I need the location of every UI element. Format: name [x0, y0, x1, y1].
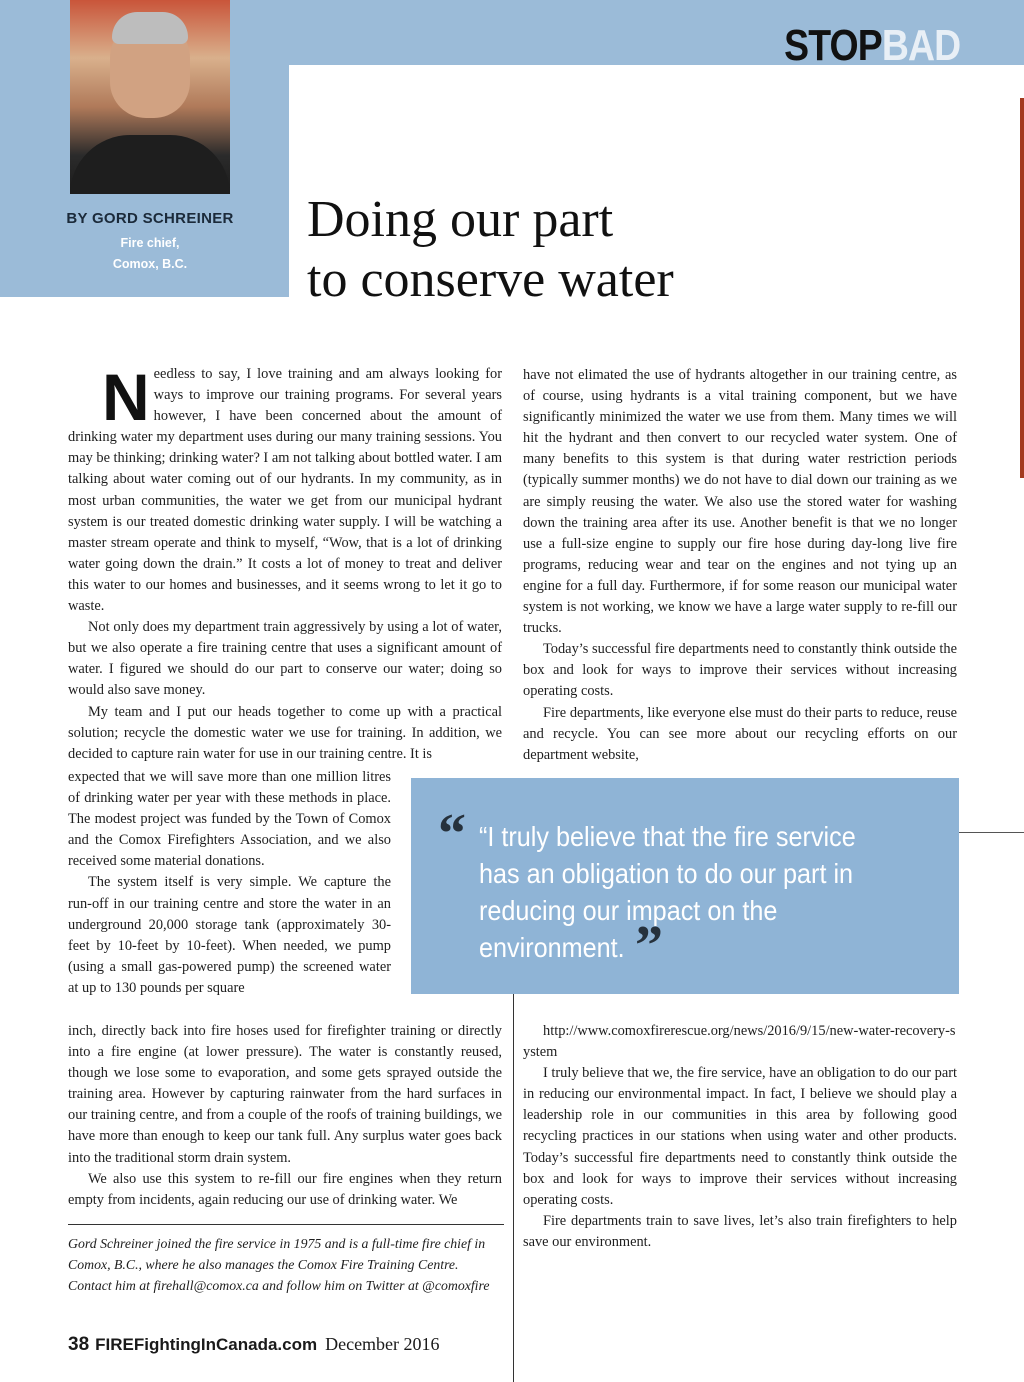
- page-number: 38: [68, 1334, 90, 1355]
- brand-bad: BAD: [881, 21, 960, 70]
- column-2-upper: [523, 365, 957, 766]
- site-name: FIREFightingInCanada.com: [95, 1335, 318, 1354]
- pull-quote: [411, 778, 959, 994]
- paragraph: Fire departments, like everyone else must do their parts to reduce, reuse and recycle. You can see more about our recycling efforts on our department website,: [523, 704, 957, 763]
- paragraph: Fire departments train to save lives, let’s also train firefighters to help save our environment.: [523, 1212, 957, 1250]
- column-1-upper: [68, 344, 502, 765]
- column-1-narrow: [68, 767, 391, 999]
- paragraph: Not only does my department train aggressively by using a lot of water, but we also operate a fire training centre that uses a significant amount of water. I figured we should do our part to conserve our water; doing so would also save money.: [68, 619, 502, 699]
- paragraph: expected that we will save more than one million litres of drinking water per year with these methods in place. The modest project was funded by the Town of Comox and the Comox Firefighters Association, and we also received some material donations.: [68, 769, 391, 870]
- page-footer: [68, 1334, 440, 1356]
- author-photo: [70, 0, 230, 194]
- author-role-line1: Fire chief,: [120, 236, 180, 250]
- title-line1: Doing our part: [307, 191, 614, 248]
- paragraph: We also use this system to re-fill our fire engines when they return empty from incidents, again reducing our use of drinking water. We: [68, 1170, 502, 1208]
- paragraph: I truly believe that we, the fire service, have an obligation to do our part in reducing our environmental impact. In fact, I believe we should play a leadership role in our communities in this area by following good recycling practices in our stations when using water and other products. Today’s successful fire departments need to constantly think outside the box and look for ways to improve their services without increasing operating costs.: [523, 1065, 957, 1208]
- paragraph: My team and I put our heads together to come up with a practical solution; recycle the domestic water we use for training. In addition, we decided to capture rain water for use in our training centre. It is: [68, 703, 502, 762]
- close-quote-icon: ”: [635, 915, 663, 977]
- paragraph: Today’s successful fire departments need to constantly think outside the box and look for ways to improve their services without increasing operating costs.: [523, 641, 957, 700]
- column-divider: [513, 994, 514, 1382]
- column-2-lower: [523, 1021, 957, 1253]
- pull-quote-text: “I truly believe that the fire service has an obligation to do our part in reducing our impact on the environment.: [479, 821, 856, 963]
- author-bio: Gord Schreiner joined the fire service in 1975 and is a full-time fire chief in Comox, B.C., where he also manages the Comox Fire Training Centre. Contact him at firehall@comox.ca and follow him on Twitter at @comoxfire: [68, 1236, 490, 1293]
- open-quote-icon: “: [438, 803, 466, 865]
- paragraph-rest: for ways to improve our training programs. For several years however, I have been concerned about the amount of drinking water my department uses during our many training sessions. You may be thinking; drinking water? I am not talking about bottled water. I am talking about water coming out of our hydrants. In my community, as in most urban communities, the water we get from our municipal hydrant system is our treated domestic drinking water supply. I will be watching a master stream operate and think to myself, “Wow, that is a lot of drinking water going down the drain.” It costs a lot of money to treat and deliver this water to our homes and businesses, and it seems wrong to let it go to waste.: [68, 366, 503, 615]
- website-url[interactable]: http://www.comoxfirerescue.org/news/2016/9/15/new-water-recovery-system: [523, 1023, 956, 1061]
- paragraph: inch, directly back into fire hoses used for firefighter training or directly into a fire engine (at lower pressure). The water is constantly reused, though we lose some to evaporation, and some gets sprayed outside the training area. However by capturing rainwater from the hard surfaces in our training centre, and from a couple of the roofs of training buildings, we have more than enough to keep our tank full. Any surplus water goes back into the traditional storm drain system.: [68, 1023, 502, 1166]
- article-title: [307, 190, 1007, 310]
- author-name: BY GORD SCHREINER: [66, 210, 234, 227]
- author-role-line2: Comox, B.C.: [112, 257, 188, 271]
- bio-divider: [68, 1224, 504, 1225]
- section-brand: [783, 21, 960, 70]
- paragraph-lead: eedless to say, I love training and am always looking: [153, 366, 480, 382]
- edge-accent: [1020, 98, 1024, 478]
- paragraph: The system itself is very simple. We capture the run-off in our training centre and store the water in an underground 20,000 storage tank (approximately 30-feet by 10-feet by 10-feet). When needed, we pump (using a small gas-powered pump) the screened water at up to 130 pounds per square: [68, 874, 391, 996]
- issue-date: December 2016: [325, 1334, 440, 1354]
- column-1-lower: [68, 1021, 502, 1211]
- author-role: [0, 233, 300, 275]
- paragraph: have not elimated the use of hydrants altogether in our training centre, as of course, using hydrants is a vital training component, but we have significantly minimized the water we use from them. Many times we will hit the hydrant and then convert to our recycled water system. One of many benefits to this system is that during water restriction periods (typically summer months) we do not have to dial down our training as we are simply reusing the water. We also use the stored water for washing down the training area after its use. Another benefit is that we no longer use a full-size engine to supply our fire hose during day-long live fire programs, reducing wear and tear on the engines and not tying up an engine for a full day. Furthermore, if for some reason our municipal water system is not working, we know we have a large water supply to re-fill our trucks.: [523, 367, 957, 637]
- brand-stop: STOP: [783, 21, 882, 70]
- divider: [959, 832, 1024, 833]
- drop-cap: N: [102, 360, 150, 434]
- title-line2: to conserve water: [307, 251, 674, 308]
